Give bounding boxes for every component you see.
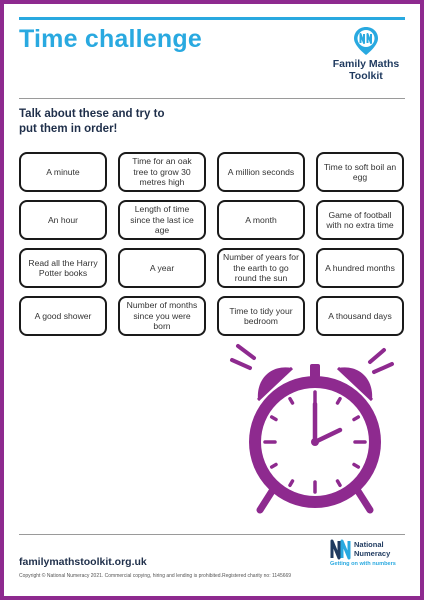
card: Game of football with no extra time — [316, 200, 404, 240]
copyright-text: Copyright © National Numeracy 2021. Commercial copying, hiring and lending is prohibited.Registered charity no: 1145669 — [19, 573, 292, 579]
card: Number of years for the earth to go round the sun — [217, 248, 305, 288]
card: A thousand days — [316, 296, 404, 336]
top-rule — [19, 17, 405, 20]
map-pin-nn-icon — [353, 26, 379, 56]
card: An hour — [19, 200, 107, 240]
family-maths-toolkit-logo — [328, 26, 404, 82]
national-numeracy-logo — [330, 536, 410, 570]
website-url: familymathstoolkit.org.uk — [19, 556, 147, 568]
instruction-line-1: Talk about these and try to — [19, 108, 165, 120]
card: Number of months since you were born — [118, 296, 206, 336]
card: A month — [217, 200, 305, 240]
card: A good shower — [19, 296, 107, 336]
footer-divider — [19, 534, 405, 535]
nn-tagline: Getting on with numbers — [330, 561, 396, 567]
header-divider — [19, 98, 405, 99]
page-title: Time challenge — [19, 25, 202, 53]
card: Time to soft boil an egg — [316, 152, 404, 192]
card: Time to tidy your bedroom — [217, 296, 305, 336]
card: A hundred months — [316, 248, 404, 288]
card: A million seconds — [217, 152, 305, 192]
logo-line-1: Family Maths — [332, 58, 400, 70]
nn-name — [354, 541, 390, 558]
nn-line-1: National — [354, 540, 384, 549]
instruction-text — [19, 107, 219, 137]
card: Time for an oak tree to grow 30 metres high — [118, 152, 206, 192]
nn-line-2: Numeracy — [354, 548, 391, 558]
card: A year — [118, 248, 206, 288]
nn-mark-icon — [330, 538, 352, 560]
instruction-line-2: put them in order! — [19, 123, 118, 135]
card-grid — [19, 152, 405, 336]
logo-line-2: Toolkit — [349, 70, 383, 82]
card: Read all the Harry Potter books — [19, 248, 107, 288]
alarm-clock-icon — [220, 338, 410, 528]
card: Length of time since the last ice age — [118, 200, 206, 240]
card: A minute — [19, 152, 107, 192]
